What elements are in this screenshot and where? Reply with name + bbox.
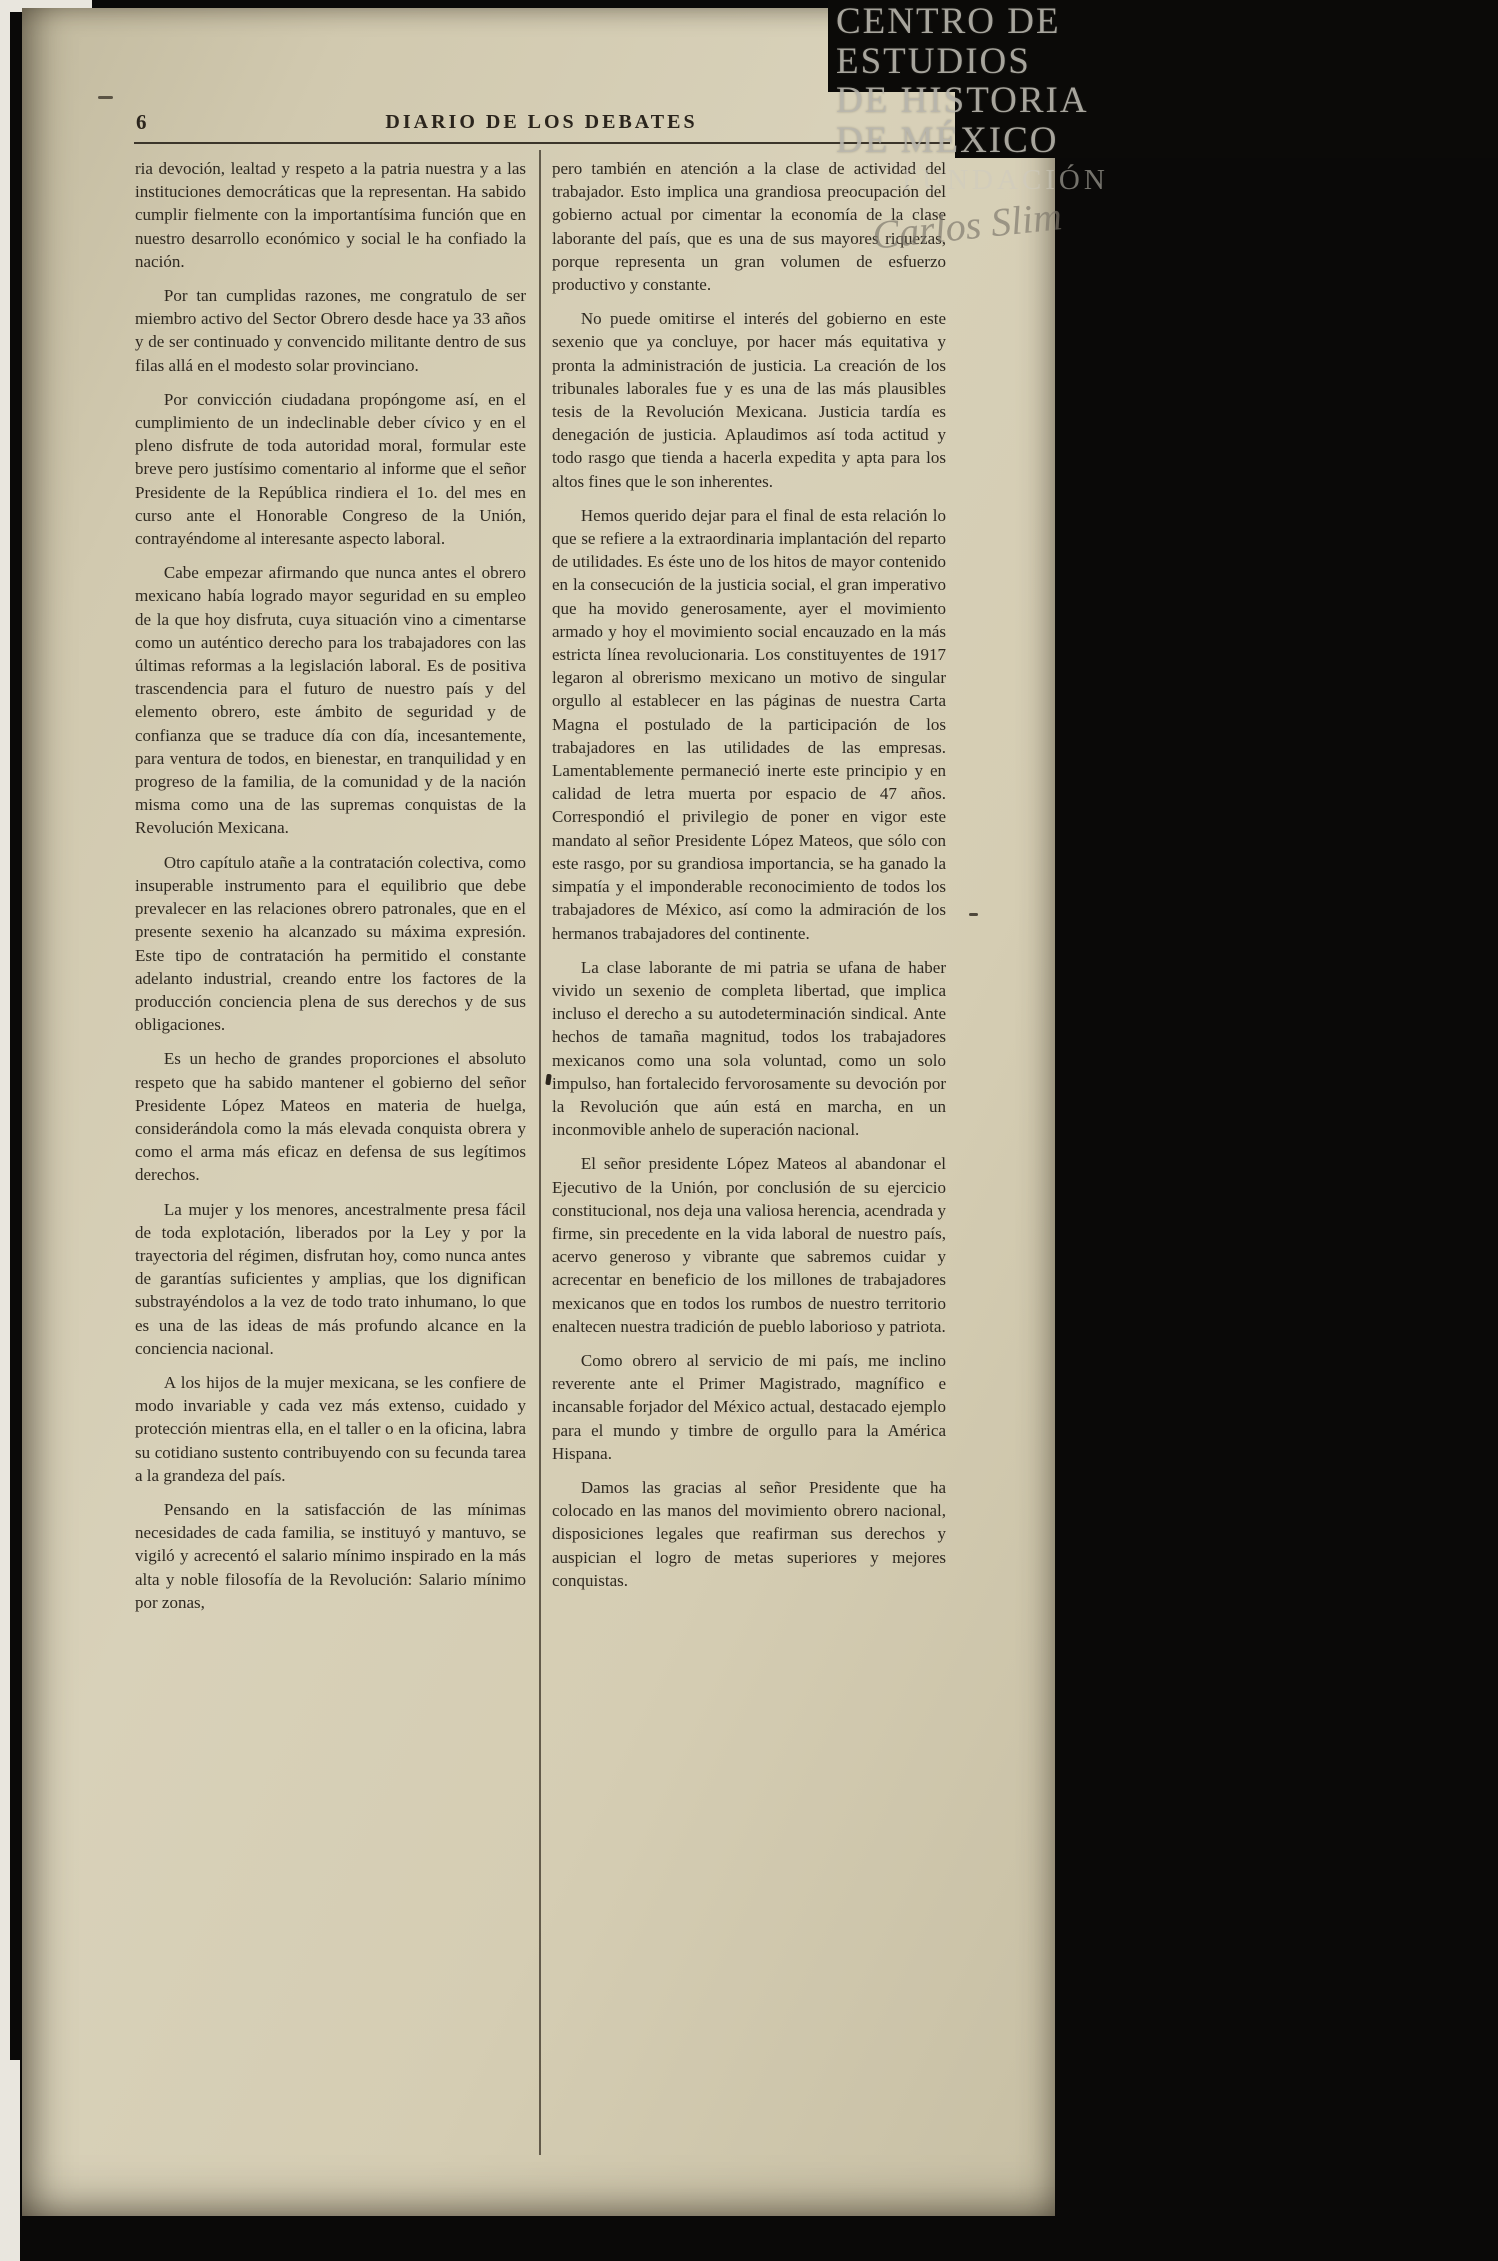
page-number: 6 (136, 110, 147, 134)
paragraph-left-3: Por convicción ciudadana propóngome así, en el cumplimiento de un indeclinable deber cívico y en el pleno disfrute de toda autoridad moral, formular este breve pero justísimo comentario al informe que el señor Presidente de la República rindiera el 1o. del mes en curso ante el Honorable Congreso de la Unión, contrayéndome al interesante aspecto laboral. (135, 389, 526, 549)
paragraph-left-8: A los hijos de la mujer mexicana, se les confiere de modo invariable y cada vez más extenso, cuidado y protección mientras ella, en el taller o en la oficina, labra su cotidiano sustento contribuyendo con su fecunda tarea a la grandeza del país. (135, 1372, 526, 1485)
paragraph-right-3: Hemos querido dejar para el final de esta relación lo que se refiere a la extraordinaria implantación del reparto de utilidades. Es éste uno de los hitos de mayor contenido en la consecución de la justicia social, el gran imperativo que ha movido generosamente, ayer el movimiento armado y hoy el movimiento social encauzado en la más estricta línea revolucionaria. Los constituyentes de 1917 legaron al obrerismo mexicano un motivo de singular orgullo al establecer en las páginas de nuestra Carta Magna el postulado de la participación de los trabajadores en las utilidades de las empresas. Lamentablemente permaneció inerte este principio y en calidad de letra muerta por espacio de 47 años. Correspondió el privilegio de poner en vigor este mandato al señor Presidente López Mateos, que sólo con este rasgo, por su grandiosa importancia, se ha ganado la simpatía y el imponderable reconocimiento de todos los trabajadores de México, así como la admiración de los hermanos trabajadores del continente. (552, 505, 946, 943)
paragraph-right-4: La clase laborante de mi patria se ufana de haber vivido un sexenio de completa libertad, que implica incluso el derecho a su autodeterminación sindical. Ante hechos de tamaña magnitud, todos los trabajadores mexicanos como una sola voluntad, como un solo impulso, han fortalecido fervorosamente su devoción por la Revolución que aún está en marcha, en un inconmovible anhelo de superación nacional. (552, 957, 946, 1140)
foundation-watermark: FUNDACIÓN (902, 164, 1109, 196)
scan-artifact (545, 1074, 551, 1086)
scan-black-corner (828, 0, 1498, 92)
left-column (135, 157, 526, 1625)
watermark-line: DE HISTORIA (836, 80, 1089, 121)
scan-artifact (969, 913, 978, 916)
right-column (552, 157, 946, 1603)
paragraph-left-7: La mujer y los menores, ancestralmente presa fácil de toda explotación, liberados por la Ley y por la trayectoria del régimen, disfrutan hoy, como nunca antes de garantías suficientes y amplias, que los dignifican substrayéndolos a la vez de todo trato inhumano, lo que es una de las ideas de más profundo alcance en la conciencia nacional. (135, 1199, 526, 1358)
page-title: DIARIO DE LOS DEBATES (385, 111, 698, 133)
paragraph-right-7: Damos las gracias al señor Presidente que ha colocado en las manos del movimiento obrero nacional, disposiciones legales que reafirman sus derechos y auspician el logro de metas superiores y mejores conquistas. (552, 1477, 946, 1590)
scan-black-corner (955, 92, 1498, 158)
document-page (22, 8, 1055, 2216)
paragraph-right-6: Como obrero al servicio de mi país, me inclino reverente ante el Primer Magistrado, magnífico e incansable forjador del México actual, destacado ejemplo para el mundo y timbre de orgullo para la América Hispana. (552, 1350, 946, 1463)
column-divider (539, 150, 541, 2155)
paragraph-left-6: Es un hecho de grandes proporciones el absoluto respeto que ha sabido mantener el gobierno del señor Presidente López Mateos en materia de huelga, considerándola como la más elevada conquista obrera y como el arma más eficaz en defensa de sus legítimos derechos. (135, 1049, 526, 1185)
signature-watermark: Carlos Slim (870, 193, 1064, 258)
scan-artifact (98, 96, 113, 99)
scanner-edge-strip-bottom (0, 2060, 20, 2261)
paragraph-left-2: Por tan cumplidas razones, me congratulo de ser miembro activo del Sector Obrero desde hace ya 33 años y de ser continuado y convencido militante dentro de sus filas allá en el modesto solar provinciano. (135, 286, 526, 375)
watermark-line: DE MÉXICO (836, 119, 1059, 161)
paragraph-left-1: ria devoción, lealtad y respeto a la patria nuestra y a las instituciones democráticas que la representan. Ha sabido cumplir fielmente con la importantísima función que en nuestro desarrollo económico y social le ha confiado la nación. (135, 159, 526, 271)
watermark-line: ESTUDIOS (836, 40, 1031, 82)
header-rule (134, 142, 950, 144)
paragraph-right-5: El señor presidente López Mateos al abandonar el Ejecutivo de la Unión, por conclusión de su ejercicio constitucional, nos deja una valiosa herencia, acendrada y firme, sin precedente en la vida laboral de nuestro país, acervo generoso y vibrante que sabremos cuidar y acrecentar en beneficio de los millones de trabajadores mexicanos que en todos los rumbos de nuestro territorio enaltecen nuestra tradición de pueblo laborioso y patriota. (552, 1154, 946, 1336)
paragraph-left-5: Otro capítulo atañe a la contratación colectiva, como insuperable instrumento para el equilibrio que debe prevalecer en las relaciones obrero patronales, que en el presente sexenio ha alcanzado su máxima expresión. Este tipo de contratación ha permitido el constante adelanto industrial, creando entre los factores de la producción conciencia plena de sus derechos y de sus obligaciones. (135, 852, 526, 1035)
paragraph-right-2: No puede omitirse el interés del gobierno en este sexenio que ya concluye, por hacer más equitativa y pronta la administración de justicia. La creación de los tribunales laborales fue y es una de las más plausibles tesis de la Revolución Mexicana. Justicia tardía es denegación de justicia. Aplaudimos así toda actitud y todo rasgo que tienda a hacerla expedita y apta para los altos fines que le son inherentes. (552, 309, 946, 491)
paragraph-left-4: Cabe empezar afirmando que nunca antes el obrero mexicano había logrado mayor seguridad en su empleo de la que hoy disfruta, cuya situación vino a cimentarse como un auténtico derecho para los trabajadores con las últimas reformas a la legislación laboral. Es de positiva trascendencia para el futuro de nuestro país y del elemento obrero, este ámbito de seguridad y de confianza que se traduce día con día, incesantemente, para ventura de todos, en bienestar, en tranquilidad y en progreso de la familia, de la comunidad y de la nación misma como una de las supremas conquistas de la Revolución Mexicana. (135, 563, 526, 838)
paragraph-right-1: pero también en atención a la clase de actividad del trabajador. Esto implica una grandiosa preocupación del gobierno actual por cimentar la economía de la clase laborante del país, que es una de sus mayores riquezas, porque representa un gran volumen de esfuerzo productivo y constante. (552, 159, 946, 295)
paragraph-left-9: Pensando en la satisfacción de las mínimas necesidades de cada familia, se instituyó y mantuvo, se vigiló y acrecentó el salario mínimo inspirado en la más alta y noble filosofía de la Revolución: Salario mínimo por zonas, (135, 1499, 526, 1612)
scanner-edge-strip (0, 0, 10, 2261)
watermark-line: CENTRO DE (836, 1, 1061, 42)
